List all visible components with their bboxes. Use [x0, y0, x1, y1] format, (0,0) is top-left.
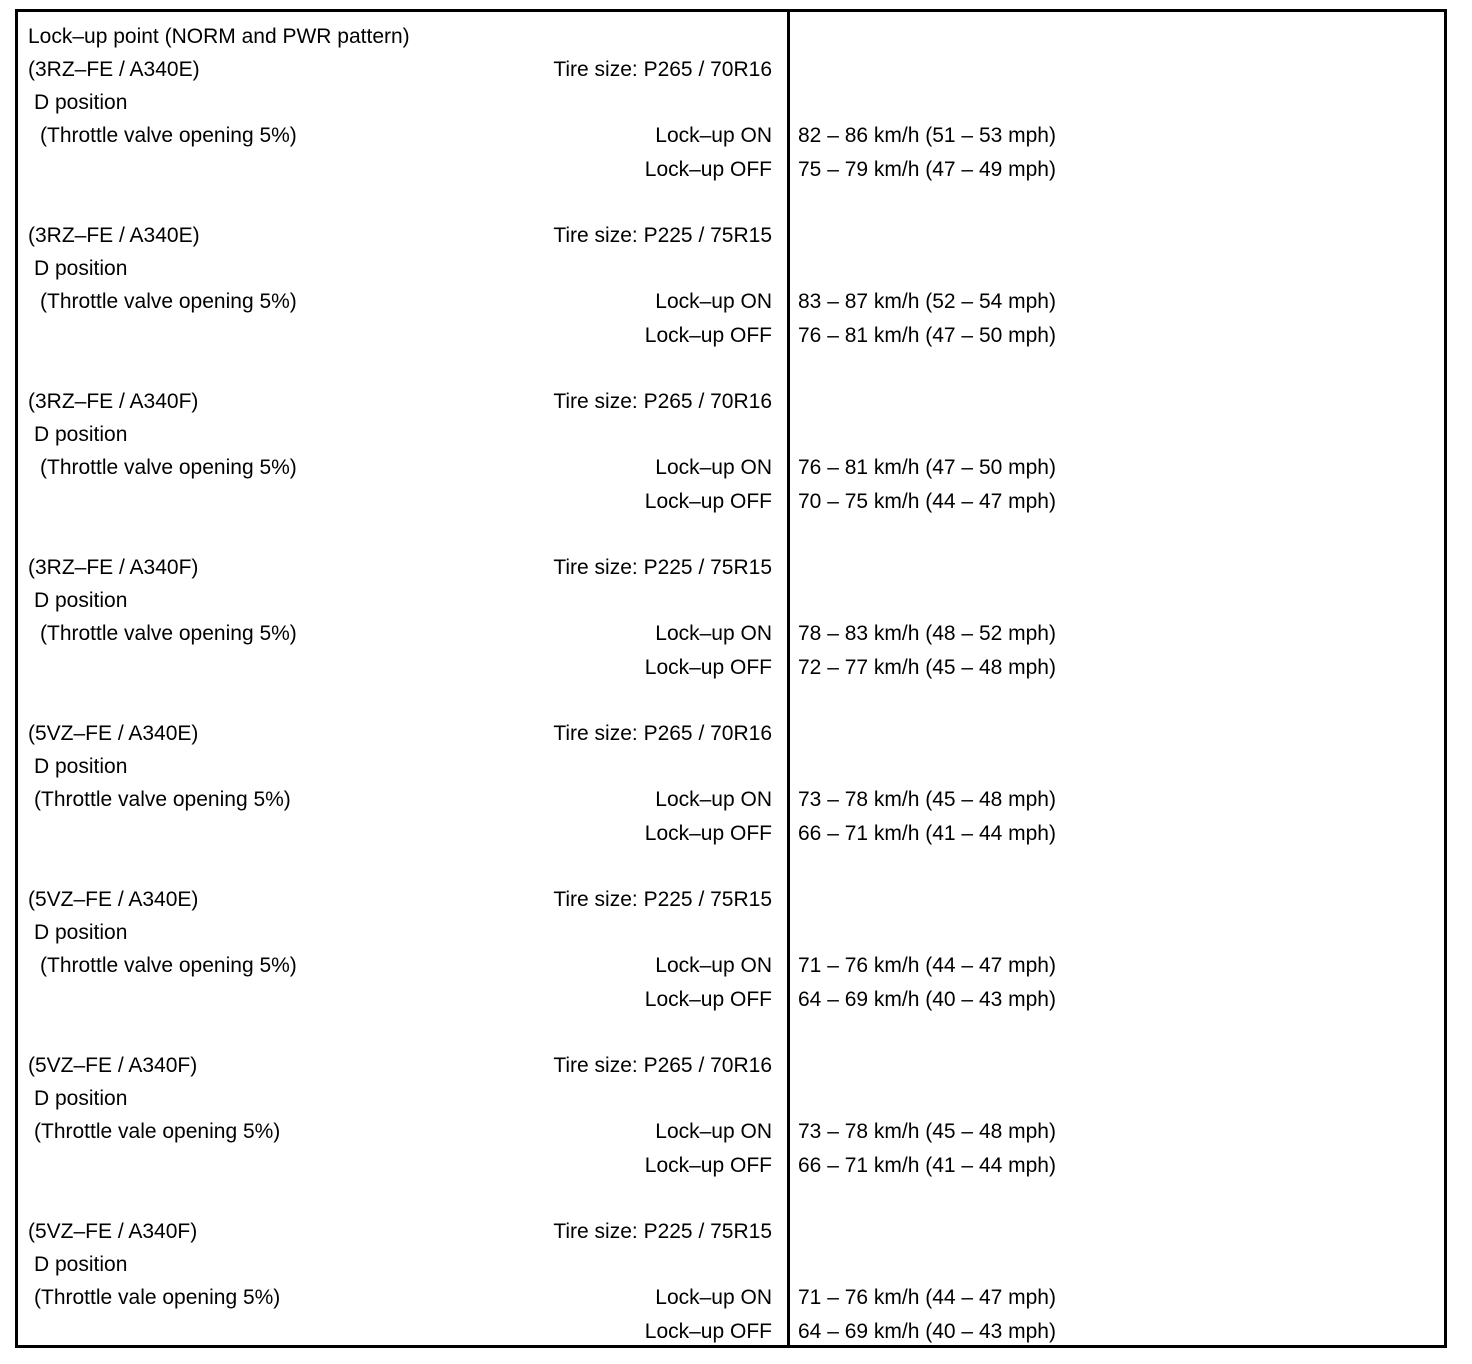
lockup-on-label: Lock–up ON — [655, 788, 772, 812]
lockup-off-label: Lock–up OFF — [644, 489, 772, 513]
lockup-on-value: 73 – 78 km/h (45 – 48 mph) — [798, 788, 1056, 812]
tire-size-label: Tire size: P225 / 75R15 — [553, 888, 772, 911]
position-label: D position — [34, 589, 128, 613]
lockup-off-label: Lock–up OFF — [644, 1319, 772, 1343]
tire-size-label: Tire size: P265 / 70R16 — [553, 1054, 772, 1077]
lockup-off-label: Lock–up OFF — [644, 157, 772, 181]
lockup-off-value: 75 – 79 km/h (47 – 49 mph) — [798, 157, 1056, 181]
engine-transmission-label: (5VZ–FE / A340E) — [28, 722, 199, 745]
lockup-off-value: 64 – 69 km/h (40 – 43 mph) — [798, 1319, 1056, 1343]
lockup-off-value: 72 – 77 km/h (45 – 48 mph) — [798, 655, 1056, 679]
lockup-on-value: 76 – 81 km/h (47 – 50 mph) — [798, 456, 1056, 480]
engine-transmission-label: (3RZ–FE / A340E) — [28, 224, 200, 247]
lockup-on-label: Lock–up ON — [655, 1286, 772, 1310]
lockup-off-label: Lock–up OFF — [644, 987, 772, 1011]
lockup-on-value: 71 – 76 km/h (44 – 47 mph) — [798, 1286, 1056, 1310]
throttle-label: (Throttle vale opening 5%) — [34, 1286, 281, 1310]
engine-transmission-label: (3RZ–FE / A340F) — [28, 390, 199, 413]
position-label: D position — [34, 257, 128, 281]
lockup-on-label: Lock–up ON — [655, 622, 772, 646]
engine-transmission-label: (5VZ–FE / A340E) — [28, 888, 199, 911]
throttle-label: (Throttle valve opening 5%) — [40, 954, 297, 978]
lockup-off-label: Lock–up OFF — [644, 821, 772, 845]
engine-transmission-label: (5VZ–FE / A340F) — [28, 1220, 198, 1243]
lockup-off-label: Lock–up OFF — [644, 323, 772, 347]
tire-size-label: Tire size: P265 / 70R16 — [553, 390, 772, 413]
lockup-on-label: Lock–up ON — [655, 456, 772, 480]
tire-size-label: Tire size: P225 / 75R15 — [553, 224, 772, 247]
lockup-off-value: 66 – 71 km/h (41 – 44 mph) — [798, 821, 1056, 845]
lockup-off-label: Lock–up OFF — [644, 1153, 772, 1177]
engine-transmission-label: (3RZ–FE / A340E) — [28, 58, 200, 81]
tire-size-label: Tire size: P265 / 70R16 — [553, 722, 772, 745]
position-label: D position — [34, 1087, 128, 1111]
throttle-label: (Throttle valve opening 5%) — [40, 124, 297, 148]
tire-size-label: Tire size: P265 / 70R16 — [553, 58, 772, 81]
engine-transmission-label: (5VZ–FE / A340F) — [28, 1054, 198, 1077]
lockup-off-value: 70 – 75 km/h (44 – 47 mph) — [798, 489, 1056, 513]
lockup-on-value: 78 – 83 km/h (48 – 52 mph) — [798, 622, 1056, 646]
position-label: D position — [34, 755, 128, 779]
lockup-off-label: Lock–up OFF — [644, 655, 772, 679]
lockup-on-label: Lock–up ON — [655, 290, 772, 314]
lockup-on-value: 82 – 86 km/h (51 – 53 mph) — [798, 124, 1056, 148]
lockup-on-label: Lock–up ON — [655, 1120, 772, 1144]
lockup-on-label: Lock–up ON — [655, 124, 772, 148]
throttle-label: (Throttle valve opening 5%) — [40, 290, 297, 314]
throttle-label: (Throttle vale opening 5%) — [34, 1120, 281, 1144]
lockup-on-label: Lock–up ON — [655, 954, 772, 978]
spec-table — [15, 9, 1447, 1348]
tire-size-label: Tire size: P225 / 75R15 — [553, 1220, 772, 1243]
lockup-on-value: 71 – 76 km/h (44 – 47 mph) — [798, 954, 1056, 978]
position-label: D position — [34, 1253, 128, 1277]
position-label: D position — [34, 423, 128, 447]
lockup-on-value: 73 – 78 km/h (45 – 48 mph) — [798, 1120, 1056, 1144]
lockup-off-value: 76 – 81 km/h (47 – 50 mph) — [798, 323, 1056, 347]
lockup-off-value: 66 – 71 km/h (41 – 44 mph) — [798, 1153, 1056, 1177]
column-divider — [787, 12, 790, 1345]
table-title: Lock–up point (NORM and PWR pattern) — [28, 25, 410, 48]
engine-transmission-label: (3RZ–FE / A340F) — [28, 556, 199, 579]
lockup-off-value: 64 – 69 km/h (40 – 43 mph) — [798, 987, 1056, 1011]
position-label: D position — [34, 91, 128, 115]
throttle-label: (Throttle valve opening 5%) — [40, 456, 297, 480]
throttle-label: (Throttle valve opening 5%) — [40, 622, 297, 646]
position-label: D position — [34, 921, 128, 945]
throttle-label: (Throttle valve opening 5%) — [34, 788, 291, 812]
tire-size-label: Tire size: P225 / 75R15 — [553, 556, 772, 579]
lockup-on-value: 83 – 87 km/h (52 – 54 mph) — [798, 290, 1056, 314]
